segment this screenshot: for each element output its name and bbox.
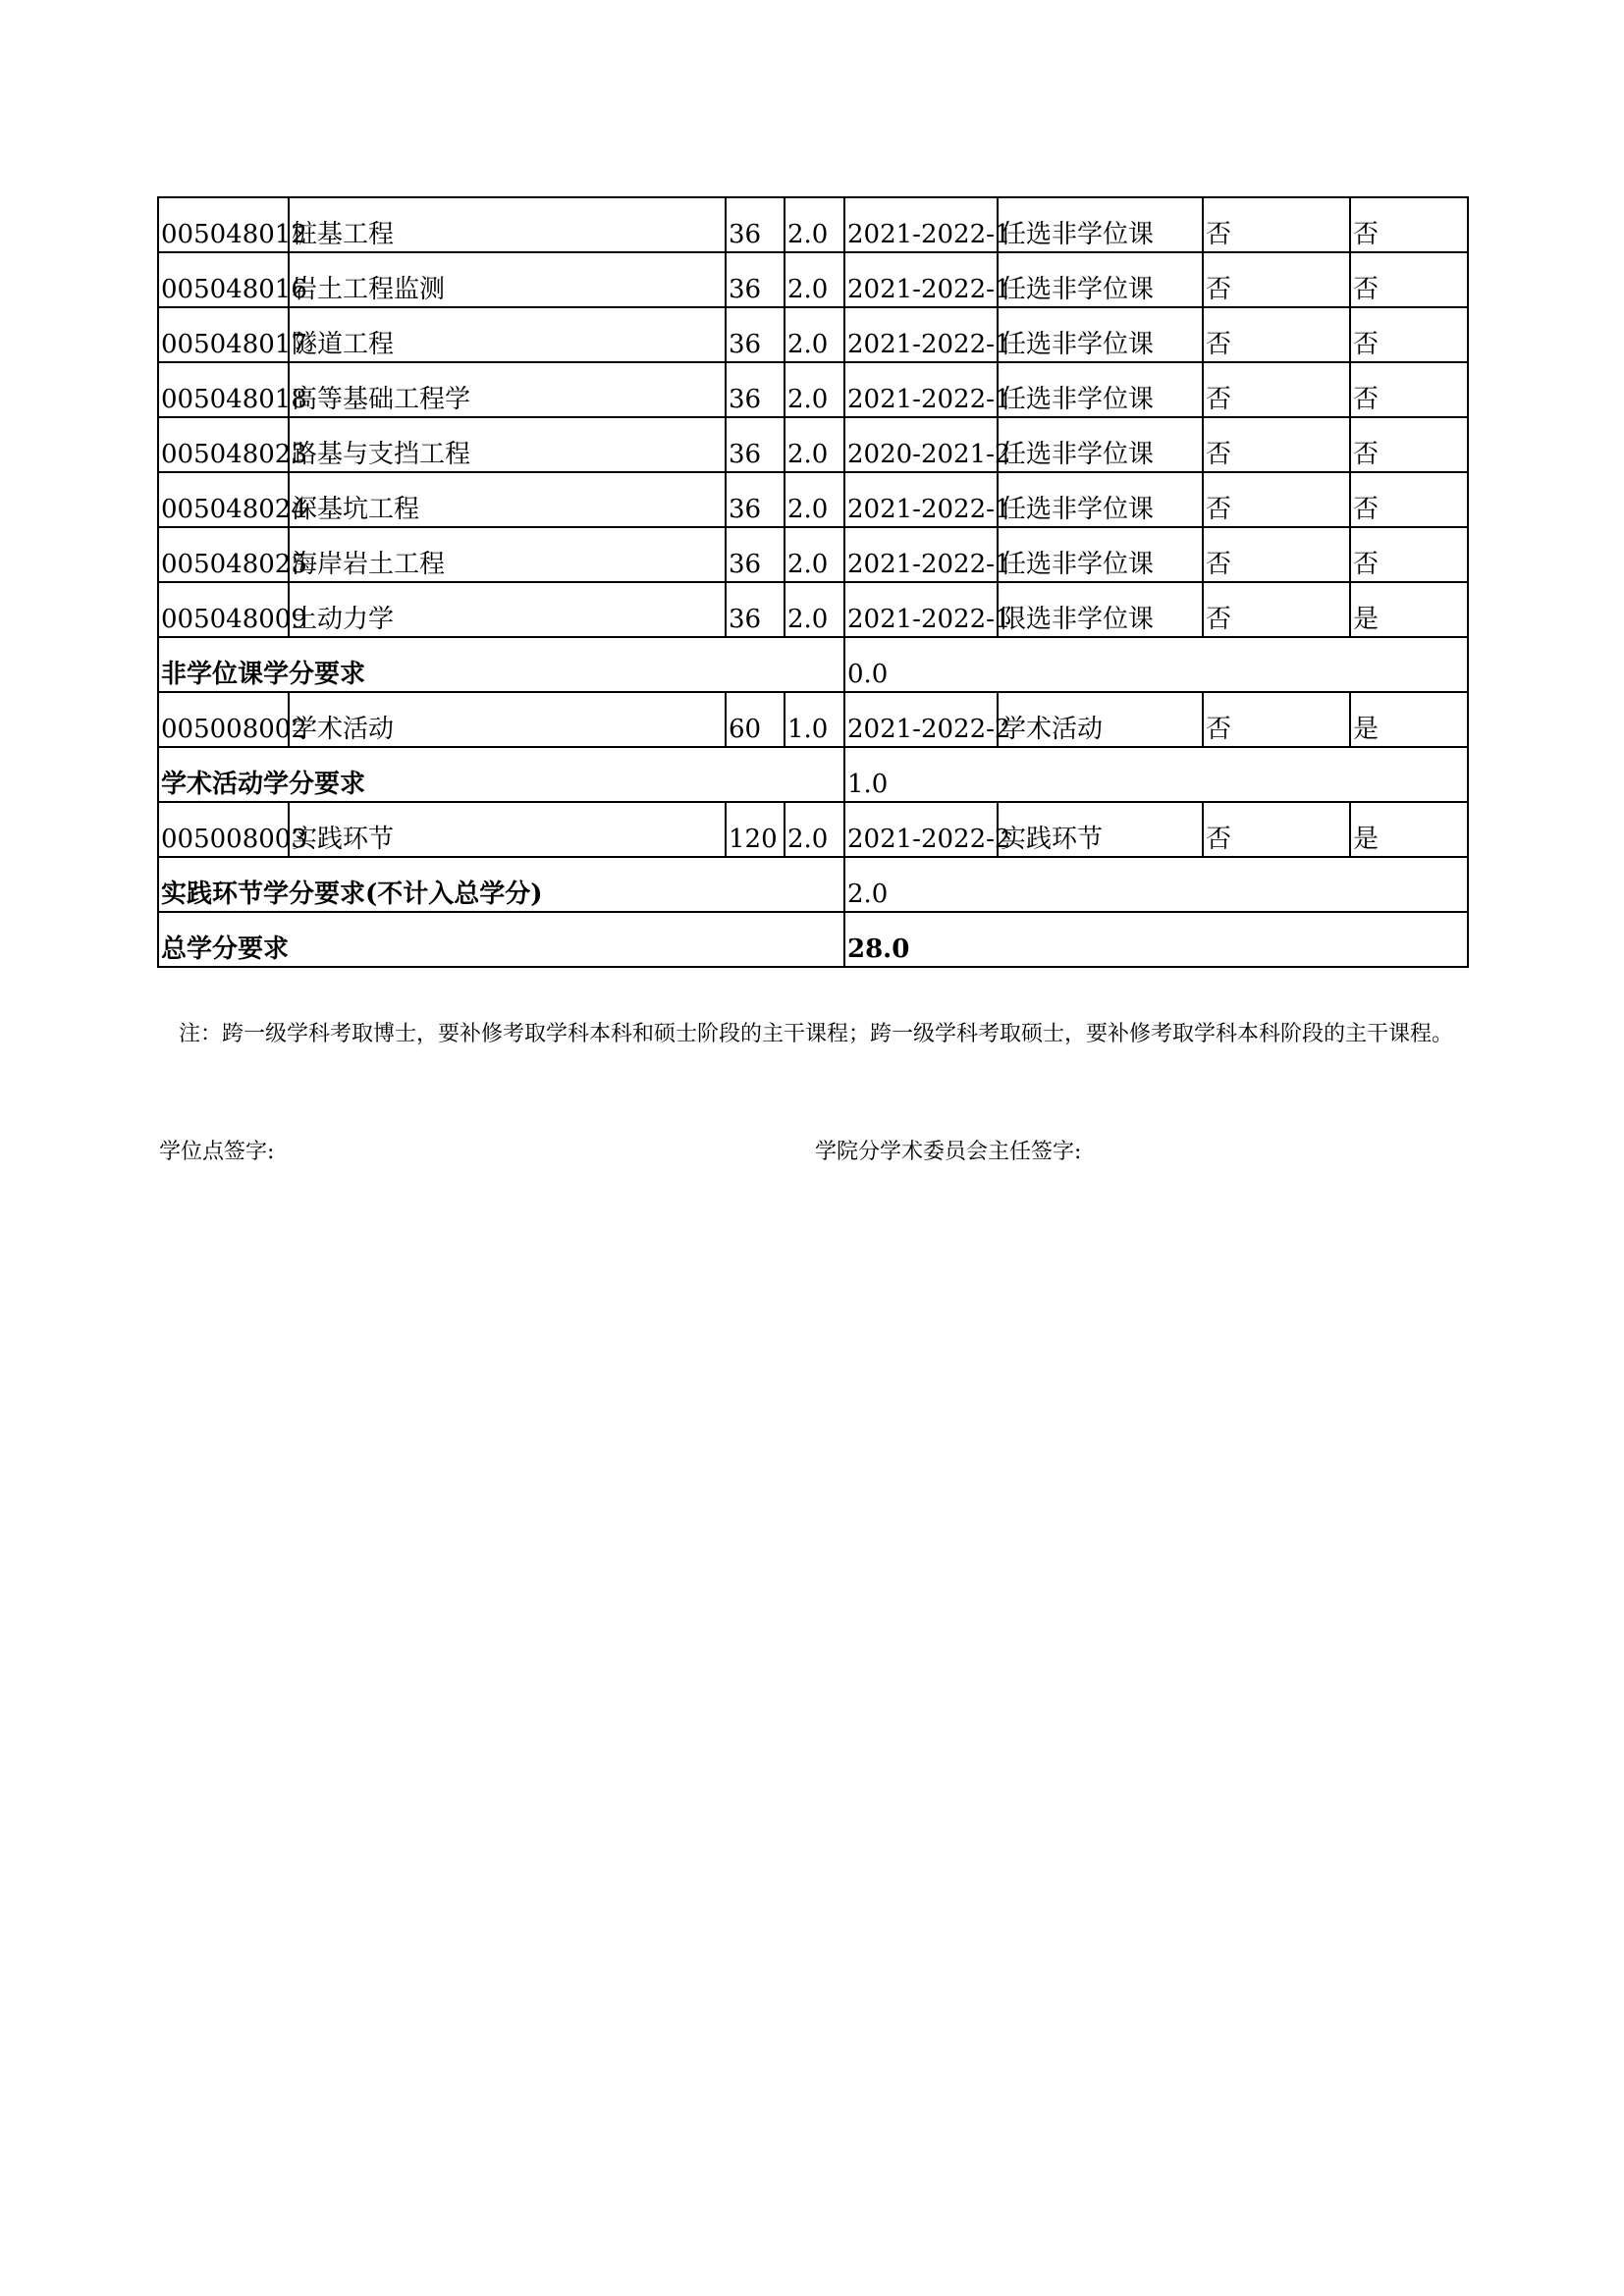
course-table — [157, 196, 1469, 968]
course-name: 隧道工程 — [289, 307, 726, 362]
table-row — [158, 252, 1468, 307]
summary-label: 总学分要求 — [158, 912, 844, 967]
course-category: 任选非学位课 — [998, 362, 1203, 417]
course-flag-b: 是 — [1350, 692, 1468, 747]
course-code: 005048009 — [158, 582, 289, 637]
course-flag-b: 是 — [1350, 582, 1468, 637]
course-credits: 2.0 — [785, 582, 844, 637]
course-credits: 2.0 — [785, 307, 844, 362]
course-term: 2021-2022-1 — [844, 362, 998, 417]
course-name: 实践环节 — [289, 802, 726, 857]
course-flag-a: 否 — [1203, 362, 1350, 417]
table-row — [158, 472, 1468, 527]
total-credit-value: 28.0 — [844, 912, 1468, 967]
course-flag-a: 否 — [1203, 307, 1350, 362]
course-flag-a: 否 — [1203, 527, 1350, 582]
course-category: 任选非学位课 — [998, 417, 1203, 472]
course-flag-b: 否 — [1350, 527, 1468, 582]
table-row — [158, 197, 1468, 252]
course-hours: 36 — [726, 307, 785, 362]
summary-value: 1.0 — [844, 747, 1468, 802]
course-flag-b: 否 — [1350, 252, 1468, 307]
course-flag-a: 否 — [1203, 692, 1350, 747]
summary-label: 非学位课学分要求 — [158, 637, 844, 692]
course-credits: 2.0 — [785, 197, 844, 252]
degree-program-signature-label: 学位点签字: — [159, 1140, 275, 1164]
course-flag-a: 否 — [1203, 472, 1350, 527]
course-category: 学术活动 — [998, 692, 1203, 747]
course-flag-a: 否 — [1203, 197, 1350, 252]
course-name: 桩基工程 — [289, 197, 726, 252]
course-hours: 36 — [726, 582, 785, 637]
course-term: 2021-2022-1 — [844, 527, 998, 582]
course-flag-b: 否 — [1350, 362, 1468, 417]
course-hours: 36 — [726, 197, 785, 252]
course-credits: 2.0 — [785, 417, 844, 472]
course-category: 实践环节 — [998, 802, 1203, 857]
footnote: 注：跨一级学科考取博士，要补修考取学科本科和硕士阶段的主干课程；跨一级学科考取硕士，要补修考取学科本科阶段的主干课程。 — [179, 1022, 1454, 1046]
course-hours: 36 — [726, 472, 785, 527]
course-category: 任选非学位课 — [998, 307, 1203, 362]
course-category: 任选非学位课 — [998, 472, 1203, 527]
course-name: 学术活动 — [289, 692, 726, 747]
course-name: 深基坑工程 — [289, 472, 726, 527]
course-credits: 2.0 — [785, 802, 844, 857]
course-name: 土动力学 — [289, 582, 726, 637]
course-code: 005048025 — [158, 527, 289, 582]
summary-value: 2.0 — [844, 857, 1468, 912]
course-hours: 120 — [726, 802, 785, 857]
practice-credit-summary-row — [158, 857, 1468, 912]
table-row — [158, 527, 1468, 582]
course-flag-a: 否 — [1203, 417, 1350, 472]
course-term: 2020-2021-2 — [844, 417, 998, 472]
course-category: 任选非学位课 — [998, 197, 1203, 252]
summary-label: 实践环节学分要求(不计入总学分) — [158, 857, 844, 912]
course-name: 岩土工程监测 — [289, 252, 726, 307]
course-category: 任选非学位课 — [998, 527, 1203, 582]
course-hours: 60 — [726, 692, 785, 747]
course-flag-b: 是 — [1350, 802, 1468, 857]
course-flag-a: 否 — [1203, 252, 1350, 307]
course-flag-a: 否 — [1203, 582, 1350, 637]
table-row — [158, 582, 1468, 637]
course-name: 高等基础工程学 — [289, 362, 726, 417]
course-flag-b: 否 — [1350, 197, 1468, 252]
nondegree-credit-summary-row — [158, 637, 1468, 692]
course-credits: 2.0 — [785, 472, 844, 527]
course-term: 2021-2022-1 — [844, 582, 998, 637]
table-row — [158, 362, 1468, 417]
course-name: 路基与支挡工程 — [289, 417, 726, 472]
course-term: 2021-2022-2 — [844, 692, 998, 747]
course-credits: 2.0 — [785, 252, 844, 307]
course-credits: 2.0 — [785, 527, 844, 582]
summary-value: 0.0 — [844, 637, 1468, 692]
table-row — [158, 307, 1468, 362]
academic-credit-summary-row — [158, 747, 1468, 802]
course-term: 2021-2022-1 — [844, 252, 998, 307]
course-flag-b: 否 — [1350, 472, 1468, 527]
course-term: 2021-2022-1 — [844, 472, 998, 527]
course-credits: 1.0 — [785, 692, 844, 747]
course-category: 任选非学位课 — [998, 252, 1203, 307]
course-term: 2021-2022-1 — [844, 197, 998, 252]
course-flag-b: 否 — [1350, 417, 1468, 472]
table-row — [158, 802, 1468, 857]
course-code: 005048018 — [158, 362, 289, 417]
course-hours: 36 — [726, 362, 785, 417]
course-flag-b: 否 — [1350, 307, 1468, 362]
course-code: 005048016 — [158, 252, 289, 307]
summary-label: 学术活动学分要求 — [158, 747, 844, 802]
table-row — [158, 417, 1468, 472]
course-hours: 36 — [726, 527, 785, 582]
total-credit-summary-row — [158, 912, 1468, 967]
course-term: 2021-2022-2 — [844, 802, 998, 857]
course-hours: 36 — [726, 252, 785, 307]
table-row — [158, 692, 1468, 747]
course-code: 005048017 — [158, 307, 289, 362]
course-code: 005008003 — [158, 802, 289, 857]
course-code: 005048012 — [158, 197, 289, 252]
course-category: 限选非学位课 — [998, 582, 1203, 637]
course-flag-a: 否 — [1203, 802, 1350, 857]
course-code: 005048024 — [158, 472, 289, 527]
course-term: 2021-2022-1 — [844, 307, 998, 362]
course-code: 005008002 — [158, 692, 289, 747]
course-name: 海岸岩土工程 — [289, 527, 726, 582]
course-hours: 36 — [726, 417, 785, 472]
course-code: 005048023 — [158, 417, 289, 472]
course-credits: 2.0 — [785, 362, 844, 417]
committee-chair-signature-label: 学院分学术委员会主任签字: — [815, 1140, 1082, 1164]
